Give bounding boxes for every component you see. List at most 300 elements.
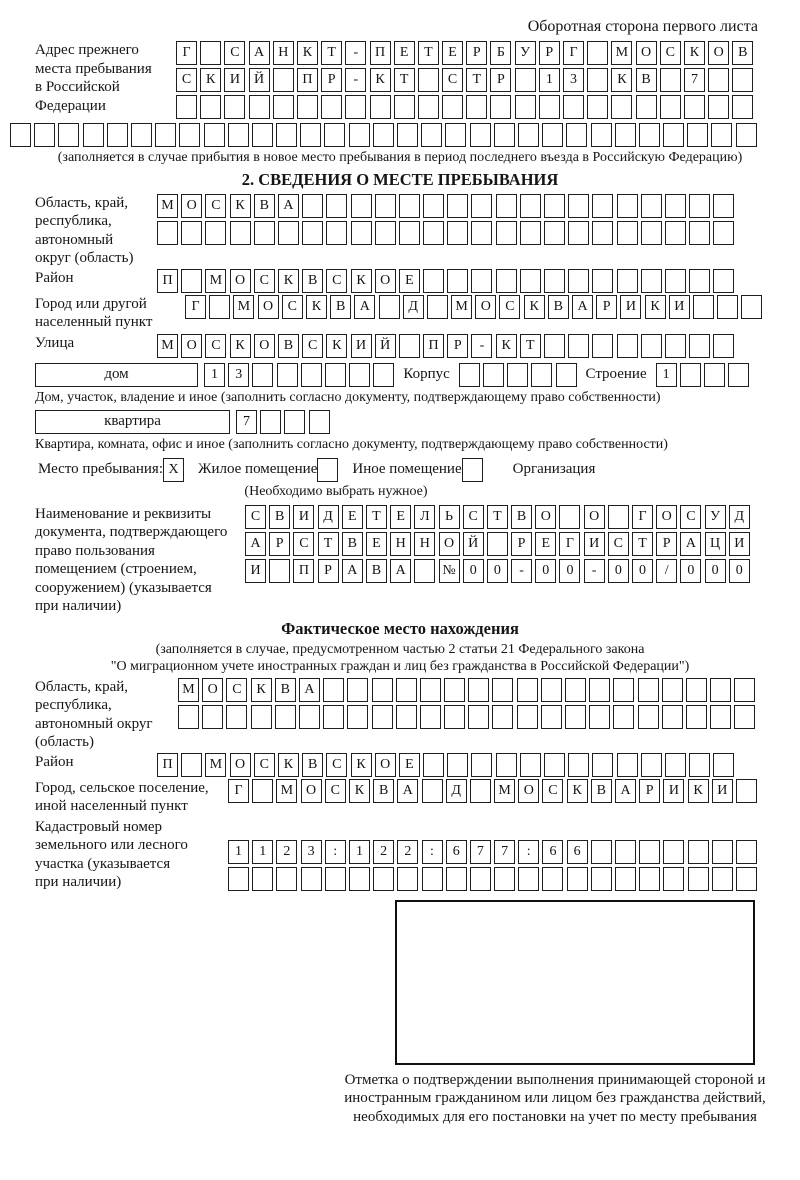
char-box[interactable] — [712, 867, 733, 891]
char-box[interactable]: С — [326, 269, 347, 293]
char-box[interactable] — [717, 295, 738, 319]
char-box[interactable] — [565, 678, 586, 702]
char-box[interactable] — [202, 705, 223, 729]
char-box[interactable] — [181, 221, 202, 245]
char-box[interactable] — [324, 123, 345, 147]
char-box[interactable] — [351, 194, 372, 218]
char-box[interactable]: - — [471, 334, 492, 358]
char-box[interactable] — [689, 194, 710, 218]
char-box[interactable]: О — [181, 194, 202, 218]
char-box[interactable] — [254, 221, 275, 245]
char-box[interactable] — [325, 867, 346, 891]
char-box[interactable] — [713, 753, 734, 777]
char-box[interactable] — [347, 678, 368, 702]
char-box[interactable]: 7 — [236, 410, 257, 434]
char-box[interactable]: 2 — [373, 840, 394, 864]
char-box[interactable]: Й — [249, 68, 270, 92]
char-box[interactable] — [544, 269, 565, 293]
char-box[interactable] — [397, 123, 418, 147]
char-box[interactable] — [689, 269, 710, 293]
char-box[interactable]: М — [451, 295, 472, 319]
char-box[interactable] — [686, 705, 707, 729]
char-box[interactable]: О — [254, 334, 275, 358]
char-box[interactable]: 0 — [680, 559, 701, 583]
char-box[interactable] — [563, 95, 584, 119]
char-box[interactable] — [660, 95, 681, 119]
char-box[interactable]: В — [366, 559, 387, 583]
char-box[interactable]: С — [205, 194, 226, 218]
zhiloye-pomeshchenie-checkbox[interactable]: X — [163, 458, 184, 482]
char-box[interactable]: Р — [318, 559, 339, 583]
char-box[interactable]: Р — [539, 41, 560, 65]
char-box[interactable] — [446, 867, 467, 891]
char-box[interactable]: 0 — [729, 559, 750, 583]
char-box[interactable] — [728, 363, 749, 387]
char-box[interactable] — [611, 95, 632, 119]
char-box[interactable]: 1 — [656, 363, 677, 387]
char-box[interactable] — [83, 123, 104, 147]
char-box[interactable] — [181, 753, 202, 777]
char-box[interactable] — [587, 68, 608, 92]
char-box[interactable]: В — [254, 194, 275, 218]
char-box[interactable]: Т — [466, 68, 487, 92]
char-box[interactable]: : — [518, 840, 539, 864]
char-box[interactable]: О — [518, 779, 539, 803]
char-box[interactable] — [684, 95, 705, 119]
char-box[interactable] — [200, 95, 221, 119]
char-box[interactable] — [399, 334, 420, 358]
char-box[interactable]: А — [249, 41, 270, 65]
char-box[interactable] — [568, 269, 589, 293]
char-box[interactable] — [228, 867, 249, 891]
char-box[interactable] — [58, 123, 79, 147]
char-box[interactable] — [592, 194, 613, 218]
char-box[interactable]: 0 — [608, 559, 629, 583]
char-box[interactable] — [427, 295, 448, 319]
char-box[interactable] — [471, 221, 492, 245]
char-box[interactable] — [568, 334, 589, 358]
char-box[interactable] — [470, 867, 491, 891]
char-box[interactable]: 7 — [494, 840, 515, 864]
char-box[interactable] — [230, 221, 251, 245]
char-box[interactable] — [587, 41, 608, 65]
char-box[interactable] — [665, 221, 686, 245]
char-box[interactable]: Д — [403, 295, 424, 319]
char-box[interactable]: Ь — [439, 505, 460, 529]
char-box[interactable] — [321, 95, 342, 119]
char-box[interactable]: В — [269, 505, 290, 529]
char-box[interactable] — [568, 194, 589, 218]
char-box[interactable] — [613, 678, 634, 702]
char-box[interactable] — [299, 705, 320, 729]
char-box[interactable]: П — [370, 41, 391, 65]
char-box[interactable] — [617, 753, 638, 777]
char-box[interactable] — [492, 705, 513, 729]
char-box[interactable] — [587, 95, 608, 119]
char-box[interactable] — [592, 269, 613, 293]
char-box[interactable] — [179, 123, 200, 147]
char-box[interactable]: О — [535, 505, 556, 529]
char-box[interactable]: О — [258, 295, 279, 319]
char-box[interactable]: Н — [390, 532, 411, 556]
char-box[interactable]: М — [494, 779, 515, 803]
char-box[interactable] — [641, 194, 662, 218]
char-box[interactable] — [515, 95, 536, 119]
char-box[interactable]: К — [645, 295, 666, 319]
char-box[interactable] — [300, 123, 321, 147]
char-box[interactable] — [200, 41, 221, 65]
char-box[interactable]: Т — [487, 505, 508, 529]
char-box[interactable] — [608, 505, 629, 529]
char-box[interactable] — [712, 840, 733, 864]
char-box[interactable] — [732, 68, 753, 92]
char-box[interactable] — [592, 221, 613, 245]
char-box[interactable]: Р — [269, 532, 290, 556]
char-box[interactable]: Р — [447, 334, 468, 358]
char-box[interactable]: П — [297, 68, 318, 92]
char-box[interactable]: К — [684, 41, 705, 65]
char-box[interactable] — [542, 867, 563, 891]
char-box[interactable]: С — [660, 41, 681, 65]
char-box[interactable]: В — [302, 753, 323, 777]
char-box[interactable]: О — [230, 269, 251, 293]
char-box[interactable] — [713, 221, 734, 245]
char-box[interactable] — [490, 95, 511, 119]
char-box[interactable] — [736, 779, 757, 803]
char-box[interactable] — [483, 363, 504, 387]
char-box[interactable] — [373, 867, 394, 891]
char-box[interactable] — [349, 123, 370, 147]
char-box[interactable]: С — [499, 295, 520, 319]
char-box[interactable] — [568, 753, 589, 777]
char-box[interactable] — [639, 867, 660, 891]
char-box[interactable] — [494, 867, 515, 891]
char-box[interactable] — [615, 867, 636, 891]
char-box[interactable] — [444, 678, 465, 702]
char-box[interactable]: О — [230, 753, 251, 777]
char-box[interactable] — [349, 363, 370, 387]
char-box[interactable]: 2 — [397, 840, 418, 864]
char-box[interactable]: - — [584, 559, 605, 583]
char-box[interactable] — [713, 334, 734, 358]
char-box[interactable]: К — [351, 753, 372, 777]
char-box[interactable] — [275, 705, 296, 729]
char-box[interactable] — [209, 295, 230, 319]
char-box[interactable]: С — [326, 753, 347, 777]
char-box[interactable] — [423, 194, 444, 218]
char-box[interactable]: К — [688, 779, 709, 803]
char-box[interactable] — [447, 753, 468, 777]
char-box[interactable]: 0 — [487, 559, 508, 583]
dom-widebox[interactable] — [35, 363, 198, 387]
char-box[interactable]: Р — [639, 779, 660, 803]
char-box[interactable] — [399, 194, 420, 218]
char-box[interactable] — [422, 779, 443, 803]
char-box[interactable]: Д — [318, 505, 339, 529]
char-box[interactable]: П — [157, 753, 178, 777]
char-box[interactable] — [665, 334, 686, 358]
char-box[interactable] — [487, 532, 508, 556]
char-box[interactable]: 0 — [705, 559, 726, 583]
char-box[interactable]: С — [254, 269, 275, 293]
char-box[interactable] — [592, 753, 613, 777]
char-box[interactable] — [326, 221, 347, 245]
char-box[interactable]: С — [224, 41, 245, 65]
char-box[interactable] — [394, 95, 415, 119]
char-box[interactable] — [615, 840, 636, 864]
char-box[interactable]: М — [157, 334, 178, 358]
char-box[interactable] — [518, 123, 539, 147]
char-box[interactable] — [224, 95, 245, 119]
char-box[interactable]: С — [608, 532, 629, 556]
char-box[interactable]: Т — [318, 532, 339, 556]
char-box[interactable]: И — [245, 559, 266, 583]
char-box[interactable]: Г — [559, 532, 580, 556]
char-box[interactable] — [617, 221, 638, 245]
char-box[interactable]: 6 — [542, 840, 563, 864]
char-box[interactable] — [708, 68, 729, 92]
char-box[interactable]: И — [224, 68, 245, 92]
char-box[interactable]: Е — [390, 505, 411, 529]
char-box[interactable] — [471, 269, 492, 293]
char-box[interactable] — [663, 123, 684, 147]
char-box[interactable] — [226, 705, 247, 729]
char-box[interactable]: Е — [342, 505, 363, 529]
char-box[interactable] — [447, 221, 468, 245]
char-box[interactable]: М — [276, 779, 297, 803]
char-box[interactable]: Т — [394, 68, 415, 92]
char-box[interactable]: В — [342, 532, 363, 556]
char-box[interactable]: К — [611, 68, 632, 92]
char-box[interactable]: С — [542, 779, 563, 803]
char-box[interactable]: Л — [414, 505, 435, 529]
char-box[interactable] — [663, 840, 684, 864]
char-box[interactable] — [423, 269, 444, 293]
char-box[interactable]: В — [373, 779, 394, 803]
char-box[interactable] — [252, 779, 273, 803]
char-box[interactable] — [544, 753, 565, 777]
char-box[interactable] — [693, 295, 714, 319]
char-box[interactable] — [276, 123, 297, 147]
char-box[interactable] — [544, 221, 565, 245]
char-box[interactable] — [284, 410, 305, 434]
char-box[interactable] — [520, 753, 541, 777]
char-box[interactable] — [544, 334, 565, 358]
char-box[interactable]: В — [330, 295, 351, 319]
char-box[interactable]: И — [584, 532, 605, 556]
char-box[interactable] — [399, 221, 420, 245]
char-box[interactable] — [397, 867, 418, 891]
char-box[interactable] — [396, 705, 417, 729]
char-box[interactable]: О — [708, 41, 729, 65]
char-box[interactable] — [375, 221, 396, 245]
char-box[interactable]: К — [278, 269, 299, 293]
char-box[interactable]: Р — [490, 68, 511, 92]
char-box[interactable] — [566, 123, 587, 147]
char-box[interactable] — [252, 363, 273, 387]
char-box[interactable]: К — [351, 269, 372, 293]
char-box[interactable] — [689, 334, 710, 358]
char-box[interactable]: 3 — [563, 68, 584, 92]
char-box[interactable] — [10, 123, 31, 147]
char-box[interactable] — [639, 123, 660, 147]
char-box[interactable]: № — [439, 559, 460, 583]
char-box[interactable] — [273, 95, 294, 119]
char-box[interactable] — [542, 123, 563, 147]
char-box[interactable]: С — [176, 68, 197, 92]
char-box[interactable]: И — [712, 779, 733, 803]
char-box[interactable] — [544, 194, 565, 218]
char-box[interactable] — [418, 95, 439, 119]
char-box[interactable] — [589, 705, 610, 729]
char-box[interactable] — [736, 123, 757, 147]
char-box[interactable] — [662, 705, 683, 729]
char-box[interactable] — [688, 867, 709, 891]
char-box[interactable]: О — [636, 41, 657, 65]
char-box[interactable] — [713, 194, 734, 218]
char-box[interactable] — [420, 678, 441, 702]
char-box[interactable]: А — [245, 532, 266, 556]
char-box[interactable]: О — [301, 779, 322, 803]
char-box[interactable]: - — [345, 68, 366, 92]
char-box[interactable]: Р — [511, 532, 532, 556]
char-box[interactable] — [252, 867, 273, 891]
char-box[interactable] — [414, 559, 435, 583]
char-box[interactable] — [541, 705, 562, 729]
char-box[interactable]: К — [306, 295, 327, 319]
char-box[interactable]: 0 — [559, 559, 580, 583]
char-box[interactable]: - — [511, 559, 532, 583]
char-box[interactable] — [301, 867, 322, 891]
char-box[interactable] — [539, 95, 560, 119]
char-box[interactable]: В — [511, 505, 532, 529]
char-box[interactable] — [520, 269, 541, 293]
char-box[interactable] — [641, 221, 662, 245]
char-box[interactable]: Г — [176, 41, 197, 65]
char-box[interactable] — [680, 363, 701, 387]
char-box[interactable] — [471, 753, 492, 777]
char-box[interactable]: И — [663, 779, 684, 803]
char-box[interactable] — [420, 705, 441, 729]
char-box[interactable] — [468, 705, 489, 729]
char-box[interactable]: Ц — [705, 532, 726, 556]
char-box[interactable]: О — [375, 269, 396, 293]
char-box[interactable]: Й — [463, 532, 484, 556]
char-box[interactable] — [494, 123, 515, 147]
char-box[interactable]: С — [680, 505, 701, 529]
char-box[interactable] — [176, 95, 197, 119]
char-box[interactable] — [107, 123, 128, 147]
char-box[interactable]: 7 — [684, 68, 705, 92]
char-box[interactable]: К — [370, 68, 391, 92]
char-box[interactable] — [260, 410, 281, 434]
char-box[interactable]: А — [572, 295, 593, 319]
char-box[interactable]: О — [202, 678, 223, 702]
char-box[interactable] — [422, 867, 443, 891]
char-box[interactable]: 6 — [567, 840, 588, 864]
char-box[interactable]: 1 — [228, 840, 249, 864]
char-box[interactable]: К — [349, 779, 370, 803]
char-box[interactable]: Е — [535, 532, 556, 556]
char-box[interactable] — [496, 194, 517, 218]
char-box[interactable]: С — [205, 334, 226, 358]
char-box[interactable]: Е — [399, 269, 420, 293]
char-box[interactable]: Г — [563, 41, 584, 65]
char-box[interactable]: К — [326, 334, 347, 358]
char-box[interactable] — [704, 363, 725, 387]
char-box[interactable] — [309, 410, 330, 434]
char-box[interactable]: Г — [632, 505, 653, 529]
char-box[interactable] — [556, 363, 577, 387]
char-box[interactable] — [418, 68, 439, 92]
char-box[interactable] — [349, 867, 370, 891]
char-box[interactable]: И — [729, 532, 750, 556]
char-box[interactable] — [370, 95, 391, 119]
char-box[interactable] — [736, 867, 757, 891]
char-box[interactable] — [204, 123, 225, 147]
char-box[interactable] — [638, 705, 659, 729]
char-box[interactable]: 6 — [446, 840, 467, 864]
char-box[interactable] — [277, 363, 298, 387]
char-box[interactable]: - — [345, 41, 366, 65]
char-box[interactable] — [228, 123, 249, 147]
char-box[interactable] — [375, 194, 396, 218]
char-box[interactable] — [559, 505, 580, 529]
char-box[interactable] — [732, 95, 753, 119]
char-box[interactable] — [181, 269, 202, 293]
char-box[interactable] — [660, 68, 681, 92]
char-box[interactable]: Т — [366, 505, 387, 529]
char-box[interactable]: Т — [520, 334, 541, 358]
char-box[interactable]: М — [205, 753, 226, 777]
char-box[interactable]: Г — [228, 779, 249, 803]
char-box[interactable]: А — [299, 678, 320, 702]
char-box[interactable]: Б — [490, 41, 511, 65]
char-box[interactable]: Д — [446, 779, 467, 803]
char-box[interactable] — [688, 840, 709, 864]
char-box[interactable] — [205, 221, 226, 245]
char-box[interactable] — [613, 705, 634, 729]
char-box[interactable] — [518, 867, 539, 891]
char-box[interactable]: Н — [273, 41, 294, 65]
char-box[interactable] — [689, 753, 710, 777]
char-box[interactable] — [517, 705, 538, 729]
char-box[interactable]: Р — [596, 295, 617, 319]
char-box[interactable]: С — [254, 753, 275, 777]
char-box[interactable]: А — [397, 779, 418, 803]
char-box[interactable] — [641, 269, 662, 293]
char-box[interactable] — [541, 678, 562, 702]
char-box[interactable]: В — [548, 295, 569, 319]
char-box[interactable]: Т — [321, 41, 342, 65]
char-box[interactable]: А — [278, 194, 299, 218]
char-box[interactable]: К — [297, 41, 318, 65]
organizatsiya-checkbox[interactable] — [462, 458, 483, 482]
char-box[interactable] — [663, 867, 684, 891]
char-box[interactable] — [520, 221, 541, 245]
char-box[interactable] — [326, 194, 347, 218]
char-box[interactable]: И — [351, 334, 372, 358]
char-box[interactable] — [517, 678, 538, 702]
char-box[interactable]: Д — [729, 505, 750, 529]
kvartira-widebox[interactable] — [35, 410, 230, 434]
char-box[interactable]: М — [205, 269, 226, 293]
char-box[interactable]: Т — [418, 41, 439, 65]
char-box[interactable] — [708, 95, 729, 119]
char-box[interactable] — [641, 753, 662, 777]
char-box[interactable] — [734, 678, 755, 702]
char-box[interactable]: А — [615, 779, 636, 803]
